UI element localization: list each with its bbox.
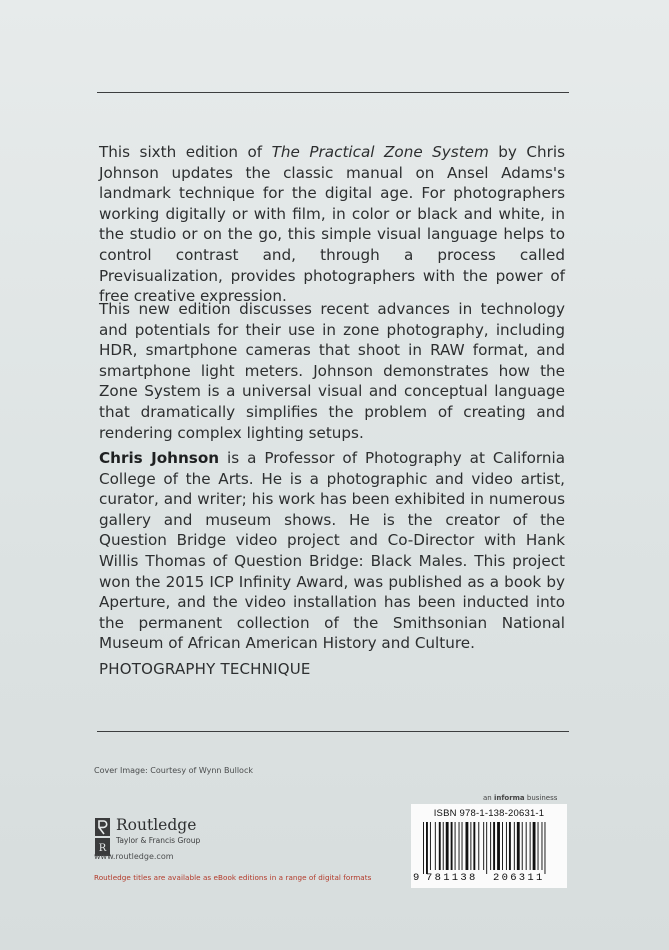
author-bio-text: is a Professor of Photography at California College of the Arts. He is a photographic and video artist, curator, and writer; his work has been exhibited in numerous gallery and museum shows. He is the creator of the Question Bridge video project and Co-Director with Hank Willis Thomas of Question Bridge: Black Males. This project won the 2015 ICP Infinity Award, was published as a book by Aperture, and the video installation has been inducted into the permanent collection of the Smithsonian National Museum of African American History and Culture. [99, 449, 565, 653]
barcode-bar [451, 822, 453, 870]
informa-prefix: an [483, 794, 494, 802]
barcode-bar [517, 822, 520, 870]
barcode-panel [411, 804, 567, 888]
author-name: Chris Johnson [99, 449, 220, 467]
barcode-digits-left: 781138 [426, 872, 478, 884]
book-title: The Practical Zone System [271, 143, 489, 161]
barcode-digit-first: 9 [413, 872, 420, 884]
publisher-url: www.routledge.com [94, 852, 174, 861]
barcode-bar [435, 822, 436, 870]
barcode-bar [455, 822, 456, 870]
barcode-bar [483, 822, 484, 870]
barcode-bar [545, 822, 546, 874]
barcode-bar [526, 822, 527, 870]
barcode-bar [478, 822, 479, 870]
publisher-group: Taylor & Francis Group [116, 836, 201, 845]
isbn-text: ISBN 978-1-138-20631-1 [433, 808, 545, 819]
author-bio [99, 448, 565, 654]
blurb-paragraph-1 [99, 142, 565, 307]
informa-suffix: business [524, 794, 558, 802]
barcode-bar [497, 822, 500, 870]
barcode-bar [493, 822, 495, 870]
ebook-note: Routledge titles are available as eBook editions in a range of digital formats [94, 873, 372, 882]
cover-credit: Cover Image: Courtesy of Wynn Bullock [94, 766, 253, 775]
category-label: PHOTOGRAPHY TECHNIQUE [99, 660, 311, 678]
svg-text:R: R [98, 843, 107, 854]
barcode-bar [470, 822, 471, 870]
barcode-bar [538, 822, 539, 870]
blurb-paragraph-2: This new edition discusses recent advances in technology and potentials for their use in zone photography, including HDR, smartphone cameras that shoot in RAW format, and smartphone light meters. Johnson demonstrates how the Zone System is a universal visual and conceptual language that dramatically simplifies the problem of creating and rendering complex lighting setups. [99, 300, 565, 442]
informa-tagline [483, 794, 557, 802]
barcode-bar [530, 822, 531, 870]
barcode-bar [506, 822, 507, 870]
barcode-bar [430, 822, 431, 870]
barcode-bar [446, 822, 449, 870]
barcode-bar [462, 822, 463, 870]
barcode-icon [419, 822, 559, 874]
barcode-bar [522, 822, 523, 870]
barcode-bar [542, 822, 543, 870]
top-divider [97, 92, 569, 93]
barcode-bar [473, 822, 475, 870]
barcode-bar [502, 822, 503, 870]
barcode-bar [509, 822, 511, 870]
blurb-p1-intro: This sixth edition of [99, 143, 272, 161]
blurb-p1-rest: by Chris Johnson updates the classic manual on Ansel Adams's landmark technique for the digital age. For photographers working digitally or with film, in color or black and white, in the studio or on the go, this simple visual language helps to control contrast and, through a process called Previsualization, provides photographers with the power of free creative expression. [99, 143, 566, 306]
barcode-bar [514, 822, 515, 870]
barcode-bar [486, 822, 487, 874]
publisher-name: Routledge [116, 816, 197, 834]
barcode-bar [443, 822, 444, 870]
barcode-bar [533, 822, 536, 870]
routledge-r-logo-icon [94, 817, 112, 857]
barcode-bar [466, 822, 469, 870]
bottom-divider [97, 731, 569, 732]
barcode-digits-right: 206311 [493, 872, 545, 884]
barcode-bar [490, 822, 491, 870]
barcode-bar [426, 822, 428, 874]
informa-brand: informa [493, 794, 525, 802]
barcode-bar [459, 822, 460, 870]
barcode-bar [439, 822, 441, 870]
barcode-bar [423, 822, 424, 874]
